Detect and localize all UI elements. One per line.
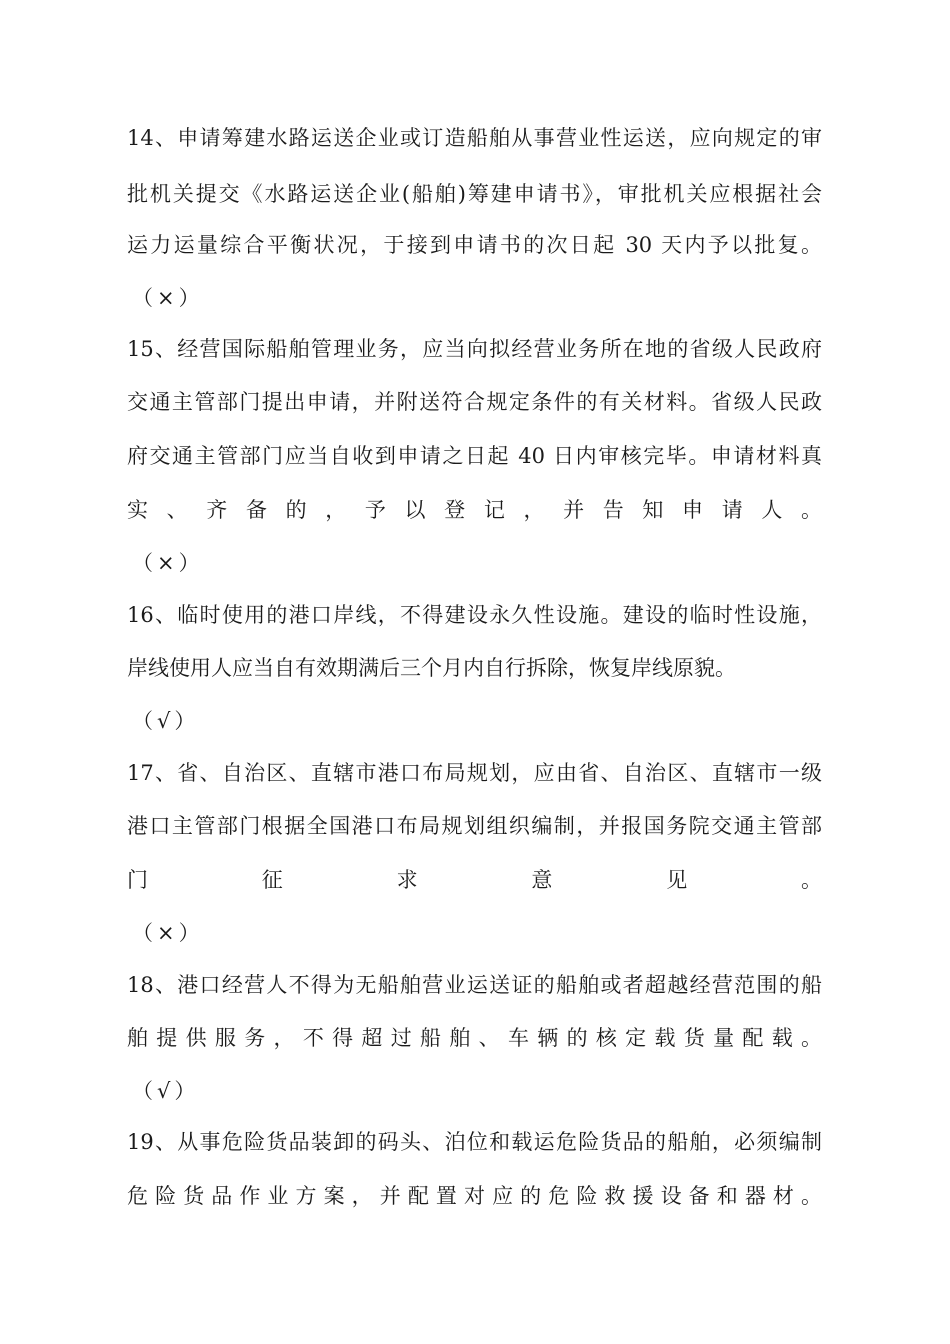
question-16-line-2: 岸线使用人应当自有效期满后三个月内自行拆除，恢复岸线原貌。	[127, 656, 736, 680]
question-15-line-1: 15、经营国际船舶管理业务，应当向拟经营业务所在地的省级人民政府	[127, 337, 822, 361]
question-14-line-2: 批机关提交《水路运送企业(船舶)筹建申请书》，审批机关应根据社会	[127, 182, 822, 206]
question-17-line-1: 17、省、自治区、直辖市港口布局规划，应由省、自治区、直辖市一级	[127, 761, 822, 785]
question-19-line-1: 19、从事危险货品装卸的码头、泊位和载运危险货品的船舶，必须编制	[127, 1130, 822, 1154]
question-15-line-4: 实、齐备的，予以登记，并告知申请人。	[127, 498, 822, 522]
question-14-line-3: 运力运量综合平衡状况，于接到申请书的次日起 30 天内予以批复。	[127, 233, 822, 257]
question-19-line-2: 危险货品作业方案，并配置对应的危险救援设备和器材。	[127, 1184, 822, 1208]
question-15-line-2: 交通主管部门提出申请，并附送符合规定条件的有关材料。省级人民政	[127, 390, 822, 414]
question-17-line-3: 门征求意见。	[127, 868, 822, 892]
question-15-answer: （×）	[132, 551, 204, 575]
question-17-line-2: 港口主管部门根据全国港口布局规划组织编制，并报国务院交通主管部	[127, 814, 822, 838]
question-14-line-1: 14、申请筹建水路运送企业或订造船舶从事营业性运送，应向规定的审	[127, 126, 822, 150]
question-17-answer: （×）	[132, 921, 204, 945]
question-18-line-2: 舶提供服务，不得超过船舶、车辆的核定载货量配载。	[127, 1026, 822, 1050]
question-16-answer: （√）	[132, 709, 200, 733]
question-18-answer: （√）	[132, 1079, 200, 1103]
question-18-line-1: 18、港口经营人不得为无船舶营业运送证的船舶或者超越经营范围的船	[127, 973, 822, 997]
question-14-answer: （×）	[132, 286, 204, 310]
question-16-line-1: 16、临时使用的港口岸线，不得建设永久性设施。建设的临时性设施，	[127, 603, 822, 627]
question-15-line-3: 府交通主管部门应当自收到申请之日起 40 日内审核完毕。申请材料真	[127, 444, 822, 468]
